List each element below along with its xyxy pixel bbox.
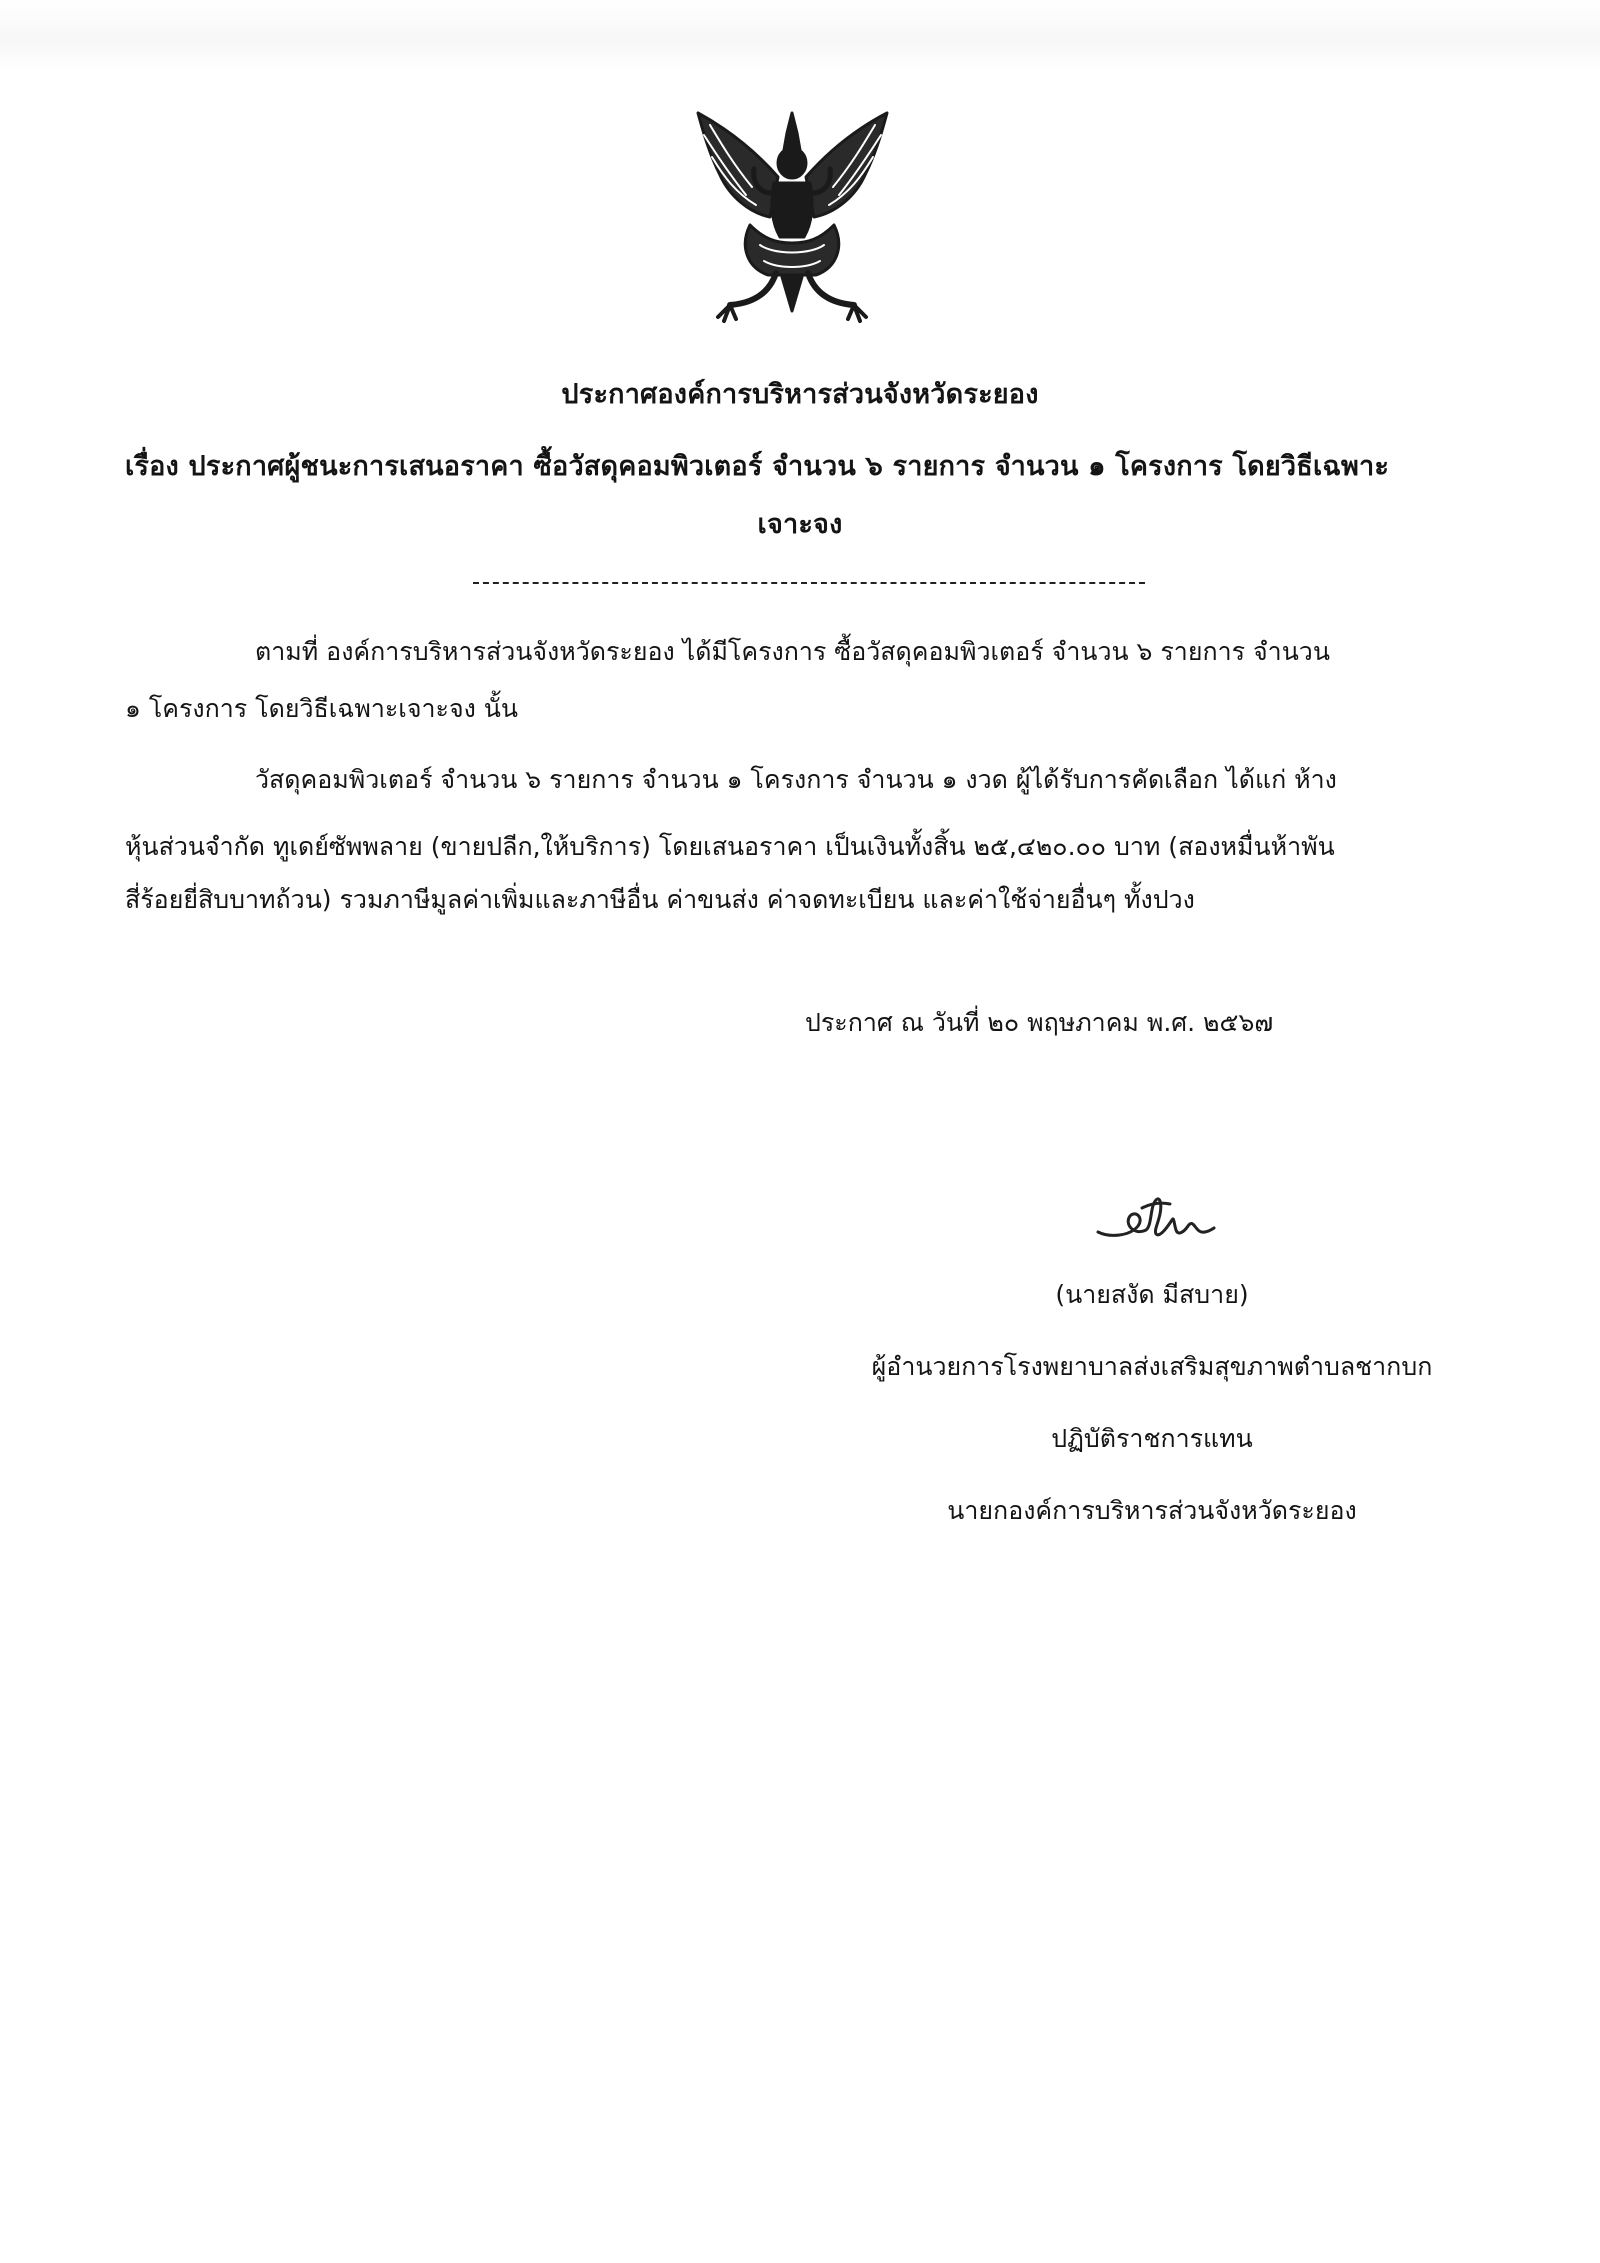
body-paragraph-2-line-3: สี่ร้อยยี่สิบบาทถ้วน) รวมภาษีมูลค่าเพิ่มและภาษีอื่น ค่าขนส่ง ค่าจดทะเบียน และค่าใช้จ่ายอื่นๆ ทั้งปวง (125, 885, 1195, 914)
signatory-on-behalf-of: นายกองค์การบริหารส่วนจังหวัดระยอง (947, 1496, 1357, 1525)
announcement-title: ประกาศองค์การบริหารส่วนจังหวัดระยอง (561, 379, 1039, 410)
handwritten-signature-icon (1090, 1180, 1220, 1250)
announcement-subject: เรื่อง ประกาศผู้ชนะการเสนอราคา ซื้อวัสดุคอมพิวเตอร์ จำนวน ๖ รายการ จำนวน ๑ โครงการ โดยวิธีเฉพาะ (125, 451, 1390, 482)
signatory-position: ผู้อำนวยการโรงพยาบาลส่งเสริมสุขภาพตำบลชากบก (871, 1352, 1433, 1381)
announcement-date: ประกาศ ณ วันที่ ๒๐ พฤษภาคม พ.ศ. ๒๕๖๗ (805, 1008, 1274, 1037)
body-paragraph-2-line-1: วัสดุคอมพิวเตอร์ จำนวน ๖ รายการ จำนวน ๑ โครงการ จำนวน ๑ งวด ผู้ได้รับการคัดเลือก ได้แก่ ห้าง (255, 765, 1337, 794)
body-paragraph-1-line-2: ๑ โครงการ โดยวิธีเฉพาะเจาะจง นั้น (125, 694, 518, 723)
paper-top-shadow (0, 0, 1600, 70)
garuda-emblem-icon (690, 105, 895, 335)
title-divider (473, 582, 1145, 584)
announcement-subject-continued: เจาะจง (757, 509, 843, 540)
signatory-acting-note: ปฏิบัติราชการแทน (1051, 1424, 1253, 1453)
body-paragraph-2-line-2: หุ้นส่วนจำกัด ทูเดย์ซัพพลาย (ขายปลีก,ให้บริการ) โดยเสนอราคา เป็นเงินทั้งสิ้น ๒๕,๔๒๐.๐๐ บาท (สองหมื่นห้าพัน (125, 832, 1335, 861)
body-paragraph-1-line-1: ตามที่ องค์การบริหารส่วนจังหวัดระยอง ได้มีโครงการ ซื้อวัสดุคอมพิวเตอร์ จำนวน ๖ รายการ จำนวน (255, 637, 1330, 666)
signatory-name: (นายสงัด มีสบาย) (1055, 1280, 1249, 1309)
